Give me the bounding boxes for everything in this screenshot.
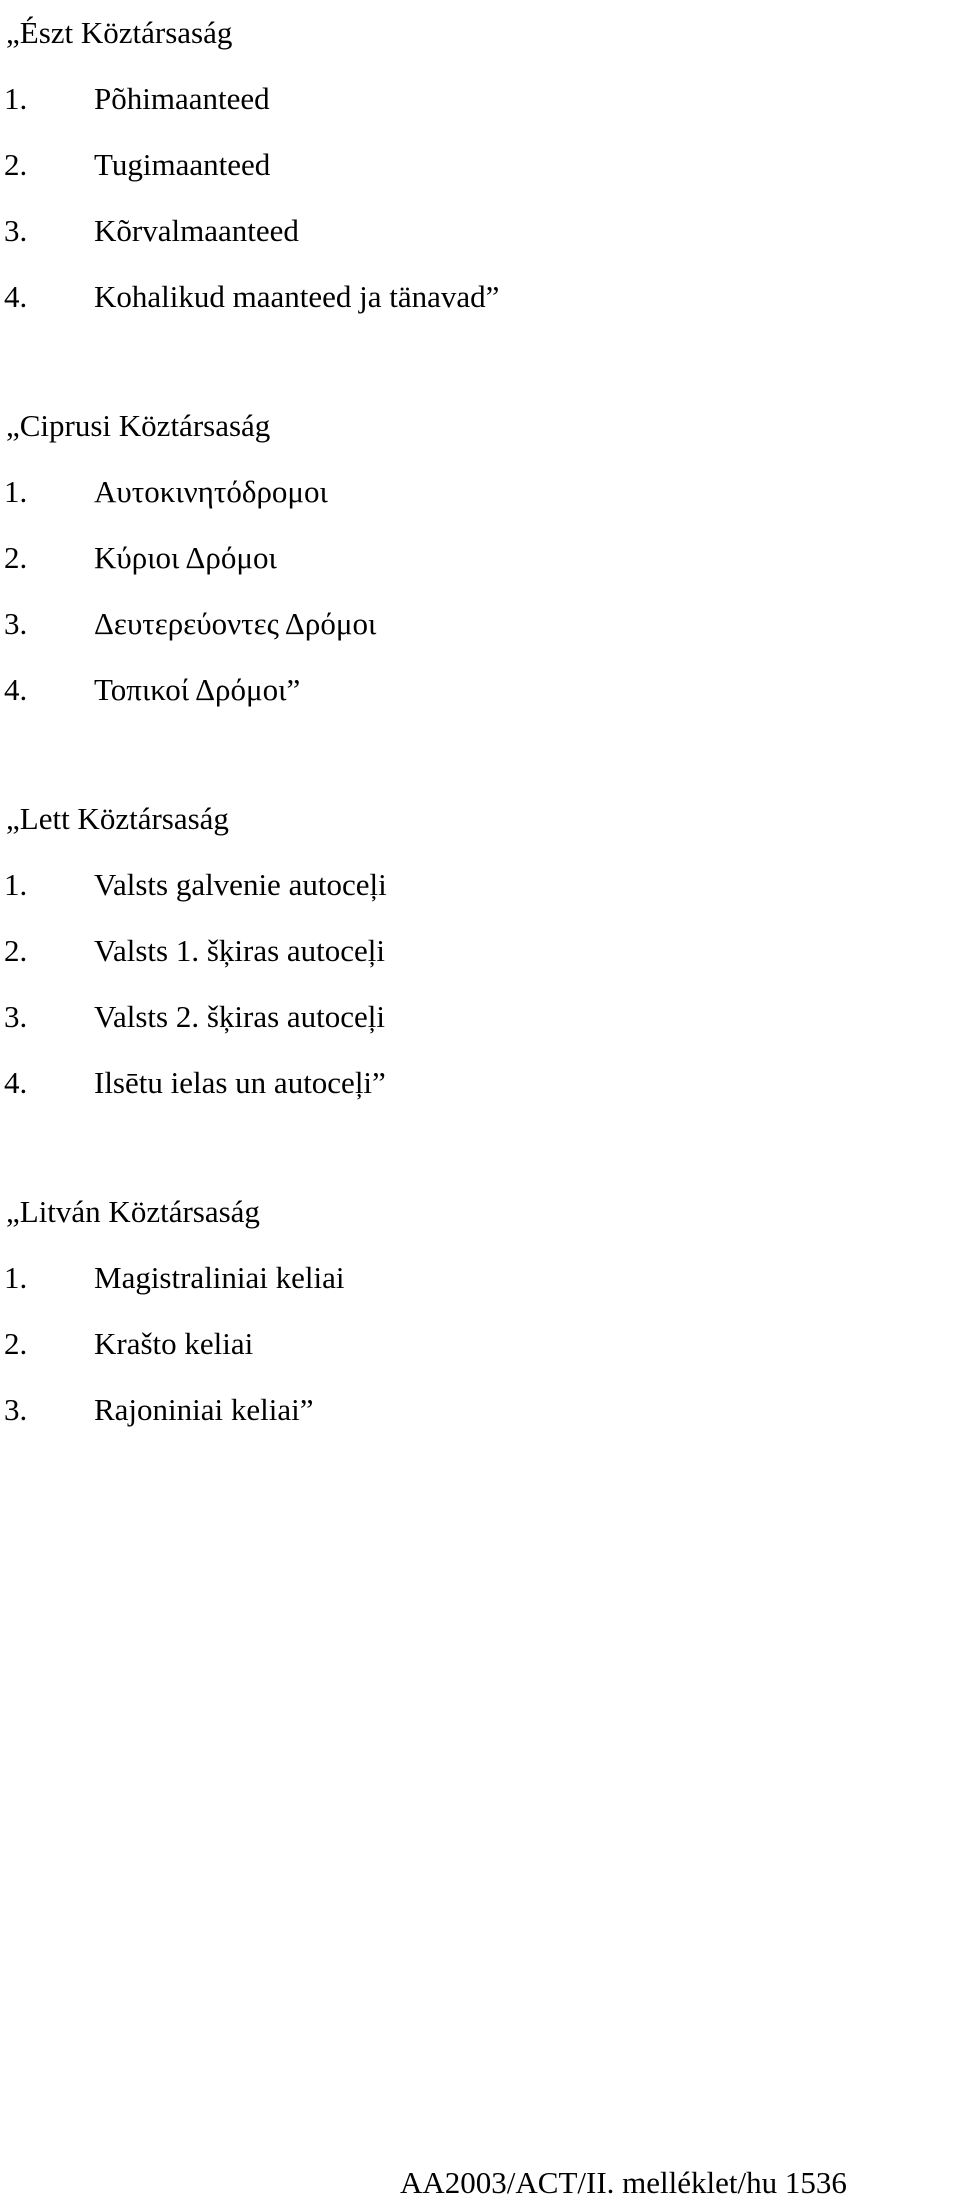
- list-item: [4, 1245, 960, 1311]
- item-number: 1.: [4, 81, 28, 116]
- item-text: Αυτοκινητόδρομοι: [94, 474, 328, 509]
- item-number: 2.: [4, 147, 28, 182]
- list-item: [4, 1311, 960, 1377]
- item-number: 4.: [4, 672, 28, 707]
- item-text: Tugimaanteed: [94, 147, 271, 182]
- item-text: Kõrvalmaanteed: [94, 213, 299, 248]
- section-heading: „Észt Köztársaság: [6, 15, 233, 50]
- section-heading: „Litván Köztársaság: [6, 1194, 260, 1229]
- section-estonia: [0, 0, 960, 330]
- item-number: 3.: [4, 213, 28, 248]
- list-item: [4, 918, 960, 984]
- item-text: Τοπικοί Δρόμοι”: [94, 672, 301, 707]
- item-number: 3.: [4, 1392, 28, 1427]
- item-number: 4.: [4, 1065, 28, 1100]
- section-heading: „Ciprusi Köztársaság: [6, 408, 271, 443]
- page-footer: AA2003/ACT/II. melléklet/hu 1536: [400, 2165, 847, 2200]
- list-item: [4, 984, 960, 1050]
- item-number: 2.: [4, 540, 28, 575]
- section-cyprus: [0, 393, 960, 723]
- item-text: Valsts 1. šķiras autoceļi: [94, 933, 386, 968]
- item-text: Magistraliniai keliai: [94, 1260, 345, 1295]
- list-item: [4, 1377, 960, 1443]
- item-number: 2.: [4, 1326, 28, 1361]
- section-heading: „Lett Köztársaság: [6, 801, 229, 836]
- item-text: Rajoniniai keliai”: [94, 1392, 314, 1427]
- item-number: 3.: [4, 999, 28, 1034]
- item-number: 2.: [4, 933, 28, 968]
- list-item: [4, 264, 960, 330]
- item-text: Ilsētu ielas un autoceļi”: [94, 1065, 386, 1100]
- list-item: [4, 459, 960, 525]
- list-item: [4, 591, 960, 657]
- item-text: Kohalikud maanteed ja tänavad”: [94, 279, 500, 314]
- item-number: 3.: [4, 606, 28, 641]
- item-text: Κύριοι Δρόμοι: [94, 540, 277, 575]
- item-text: Põhimaanteed: [94, 81, 270, 116]
- item-text: Valsts galvenie autoceļi: [94, 867, 387, 902]
- item-number: 1.: [4, 1260, 28, 1295]
- item-number: 1.: [4, 867, 28, 902]
- list-item: [4, 132, 960, 198]
- item-number: 4.: [4, 279, 28, 314]
- item-number: 1.: [4, 474, 28, 509]
- list-item: [4, 198, 960, 264]
- list-item: [4, 525, 960, 591]
- item-text: Δευτερεύοντες Δρόμοι: [94, 606, 377, 641]
- list-item: [4, 66, 960, 132]
- item-text: Valsts 2. šķiras autoceļi: [94, 999, 386, 1034]
- list-item: [4, 657, 960, 723]
- item-text: Krašto keliai: [94, 1326, 254, 1361]
- list-item: [4, 852, 960, 918]
- list-item: [4, 1050, 960, 1116]
- section-lithuania: [0, 1179, 960, 1443]
- section-latvia: [0, 786, 960, 1116]
